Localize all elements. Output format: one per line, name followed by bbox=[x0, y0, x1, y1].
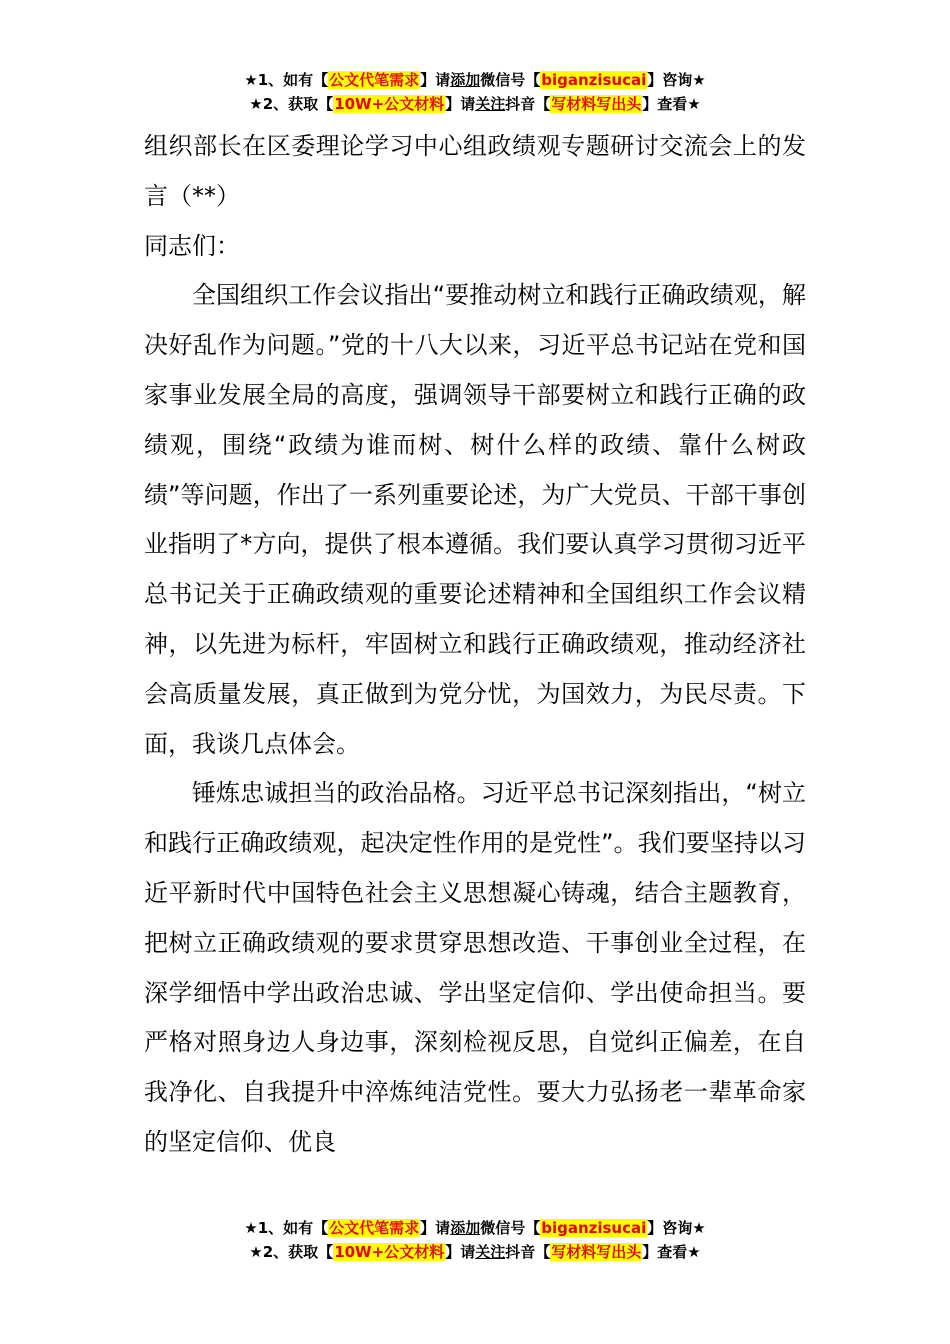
promo-underline-text: 添加 bbox=[450, 71, 481, 89]
promo-banner-bottom bbox=[0, 1216, 950, 1264]
promo-highlight: 10W+公文材料 bbox=[334, 1243, 445, 1261]
promo-line-1 bbox=[0, 68, 950, 92]
promo-text: 】请 bbox=[445, 95, 476, 113]
promo-highlight: 公文代笔需求 bbox=[329, 71, 420, 89]
promo-text: 抖音【 bbox=[505, 1243, 551, 1261]
promo-highlight: 公文代笔需求 bbox=[329, 1219, 420, 1237]
document-body bbox=[144, 122, 806, 1168]
promo-highlight-douyin-id: 写材料写出头 bbox=[551, 1243, 642, 1261]
promo-line-2 bbox=[0, 92, 950, 116]
promo-text: 微信号【 bbox=[480, 1219, 541, 1237]
promo-text: 】咨询★ bbox=[647, 71, 706, 89]
promo-highlight: 10W+公文材料 bbox=[334, 95, 445, 113]
promo-text: 】请 bbox=[420, 1219, 451, 1237]
salutation: 同志们： bbox=[144, 231, 240, 260]
promo-text: ★2、获取【 bbox=[249, 95, 334, 113]
promo-text: 】查看★ bbox=[642, 1243, 701, 1261]
promo-text: 微信号【 bbox=[480, 71, 541, 89]
promo-underline-text: 关注 bbox=[475, 95, 506, 113]
promo-text: 】请 bbox=[420, 71, 451, 89]
promo-line-1 bbox=[0, 1216, 950, 1240]
paragraph-intro: 全国组织工作会议指出“要推动树立和践行正确政绩观，解决好乱作为问题。”党的十八大以来，习近平总书记站在党和国家事业发展全局的高度，强调领导干部要树立和践行正确的政绩观，围绕“政绩为谁而树、树什么样的政绩、靠什么树政绩”等问题，作出了一系列重要论述，为广大党员、干部干事创业指明了*方向，提供了根本遵循。我们要认真学习贯彻习近平总书记关于正确政绩观的重要论述精神和全国组织工作会议精神，以先进为标杆，牢固树立和践行正确政绩观，推动经济社会高质量发展，真正做到为党分忧，为国效力，为民尽责。下面，我谈几点体会。 bbox=[144, 281, 806, 758]
promo-highlight-wechat-id: biganzisucai bbox=[541, 1219, 647, 1237]
promo-underline-text: 关注 bbox=[475, 1243, 506, 1261]
promo-text: ★1、如有【 bbox=[244, 1219, 329, 1237]
promo-text: 抖音【 bbox=[505, 95, 551, 113]
promo-text: ★1、如有【 bbox=[244, 71, 329, 89]
promo-text: 】查看★ bbox=[642, 95, 701, 113]
promo-highlight-douyin-id: 写材料写出头 bbox=[551, 95, 642, 113]
promo-line-2 bbox=[0, 1240, 950, 1264]
document-title: 组织部长在区委理论学习中心组政绩观专题研讨交流会上的发言（**） bbox=[144, 132, 806, 210]
paragraph-political-character: 锤炼忠诚担当的政治品格。习近平总书记深刻指出，“树立和践行正确政绩观，起决定性作用的是党性”。我们要坚持以习近平新时代中国特色社会主义思想凝心铸魂，结合主题教育，把树立正确政绩观的要求贯穿思想改造、干事创业全过程，在深学细悟中学出政治忠诚、学出坚定信仰、学出使命担当。要严格对照身边人身边事，深刻检视反思，自觉纠正偏差，在自我净化、自我提升中淬炼纯洁党性。要大力弘扬老一辈革命家的坚定信仰、优良 bbox=[144, 779, 806, 1156]
promo-text: ★2、获取【 bbox=[249, 1243, 334, 1261]
promo-banner-top bbox=[0, 68, 950, 116]
promo-text: 】请 bbox=[445, 1243, 476, 1261]
promo-text: 】咨询★ bbox=[647, 1219, 706, 1237]
promo-underline-text: 添加 bbox=[450, 1219, 481, 1237]
promo-highlight-wechat-id: biganzisucai bbox=[541, 71, 647, 89]
